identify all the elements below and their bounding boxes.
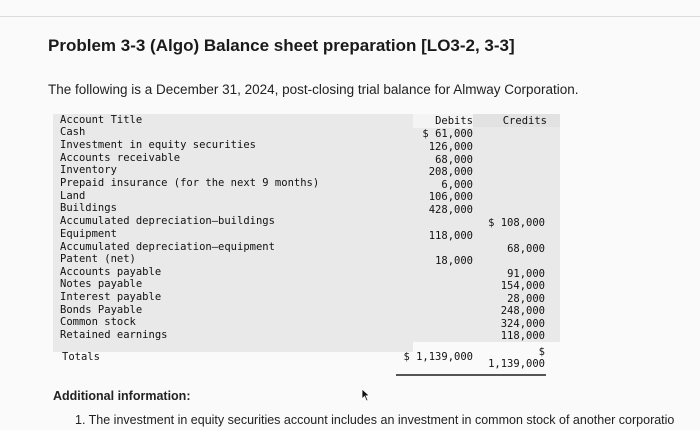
row-debit: 428,000 (428, 204, 473, 216)
row-debit: 118,000 (428, 230, 473, 242)
row-account: Accumulated depreciation–equipment (60, 241, 275, 253)
row-debit: 126,000 (428, 141, 473, 153)
row-account: Land (60, 190, 86, 202)
row-account: Retained earnings (60, 329, 168, 341)
totals-double-rule (396, 374, 546, 376)
totals-debit: $ 1,139,000 (403, 351, 473, 363)
row-credit: 248,000 (500, 305, 545, 317)
row-account: Bonds Payable (60, 304, 143, 316)
additional-info-heading: Additional information: (53, 389, 191, 403)
totals-label: Totals (62, 351, 100, 363)
row-account: Inventory (60, 164, 117, 176)
header-credits: Credits (502, 115, 547, 127)
row-debit: 6,000 (441, 179, 473, 191)
header-debits: Debits (435, 115, 473, 127)
row-account: Equipment (60, 228, 117, 240)
row-account: Investment in equity securities (60, 139, 256, 151)
row-credit: 68,000 (507, 243, 545, 255)
top-divider (0, 16, 700, 17)
row-debit: 208,000 (428, 166, 473, 178)
row-account: Accumulated depreciation–buildings (60, 215, 275, 227)
row-debit: 106,000 (428, 191, 473, 203)
row-credit: $ 108,000 (488, 217, 545, 229)
row-credit: 324,000 (500, 318, 545, 330)
totals-credit-currency: $ (538, 346, 545, 358)
row-credit: 28,000 (507, 293, 545, 305)
row-account: Buildings (60, 202, 117, 214)
intro-text: The following is a December 31, 2024, post-closing trial balance for Almway Corporation. (48, 82, 579, 97)
totals-credit: 1,139,000 (488, 358, 545, 370)
trial-balance-table (53, 114, 560, 376)
row-debit: 68,000 (435, 154, 473, 166)
row-account: Accounts payable (60, 266, 162, 278)
row-credit: 91,000 (507, 268, 545, 280)
mouse-pointer-icon (361, 388, 371, 402)
row-credit: 154,000 (500, 280, 545, 292)
row-account: Accounts receivable (60, 152, 181, 164)
header-account-title: Account Title (60, 114, 143, 126)
row-account: Patent (net) (60, 253, 136, 265)
page-title: Problem 3-3 (Algo) Balance sheet preparation [LO3-2, 3-3] (48, 36, 515, 55)
row-debit: 18,000 (435, 255, 473, 267)
row-account: Notes payable (60, 278, 143, 290)
row-account: Common stock (60, 316, 136, 328)
additional-info-item: 1. The investment in equity securities account includes an investment in common stock of another corporatio (75, 413, 675, 427)
row-account: Cash (60, 126, 86, 138)
row-credit: 118,000 (500, 330, 545, 342)
row-account: Interest payable (60, 291, 162, 303)
row-account: Prepaid insurance (for the next 9 months) (60, 177, 320, 189)
row-debit: $ 61,000 (422, 128, 473, 140)
